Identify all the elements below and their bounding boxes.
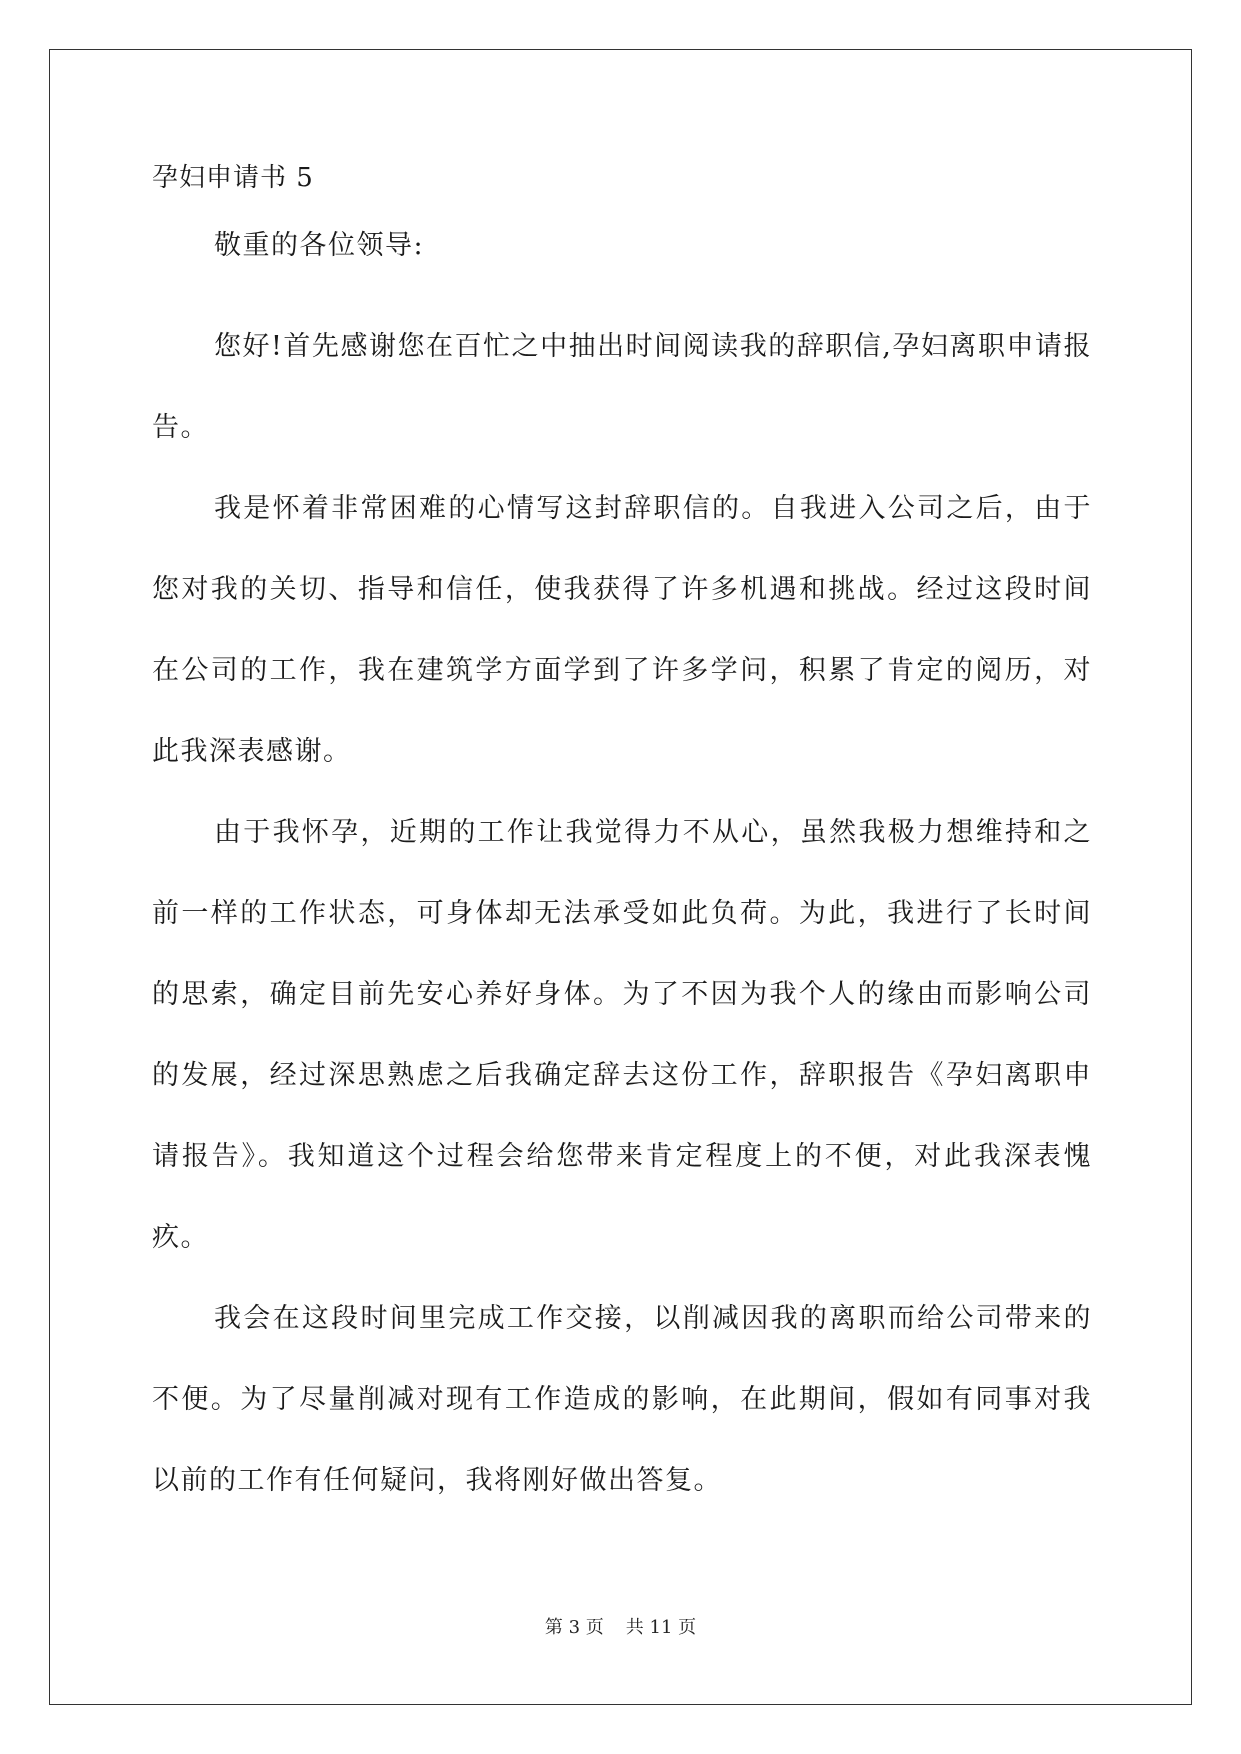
page-total: 共 11 页 bbox=[625, 1617, 697, 1638]
paragraph-1: 您好!首先感谢您在百忙之中抽出时间阅读我的辞职信,孕妇离职申请报告。 bbox=[152, 331, 1092, 443]
paragraph-3: 由于我怀孕，近期的工作让我觉得力不从心，虽然我极力想维持和之前一样的工作状态，可身体却无法承受如此负荷。为此，我进行了长时间的思索，确定目前先安心养好身体。为了不因为我个人的缘由而影响公司的发展，经过深思熟虑之后我确定辞去这份工作，辞职报告《孕妇离职申请报告》。我知道这个过程会给您带来肯定程度上的不便，对此我深表愧疚。 bbox=[152, 817, 1092, 1253]
paragraph-2: 我是怀着非常困难的心情写这封辞职信的。自我进入公司之后，由于您对我的关切、指导和信任，使我获得了许多机遇和挑战。经过这段时间在公司的工作，我在建筑学方面学到了许多学问，积累了肯定的阅历，对此我深表感谢。 bbox=[152, 493, 1092, 767]
document-body bbox=[152, 160, 1092, 1521]
paragraph-4: 我会在这段时间里完成工作交接，以削减因我的离职而给公司带来的不便。为了尽量削减对现有工作造成的影响，在此期间，假如有同事对我以前的工作有任何疑问，我将刚好做出答复。 bbox=[152, 1303, 1092, 1496]
document-title: 孕妇申请书 5 bbox=[152, 163, 314, 193]
page-number: 第 3 页 bbox=[544, 1617, 604, 1638]
salutation: 敬重的各位领导: bbox=[214, 230, 425, 261]
page-footer bbox=[0, 1613, 1241, 1639]
